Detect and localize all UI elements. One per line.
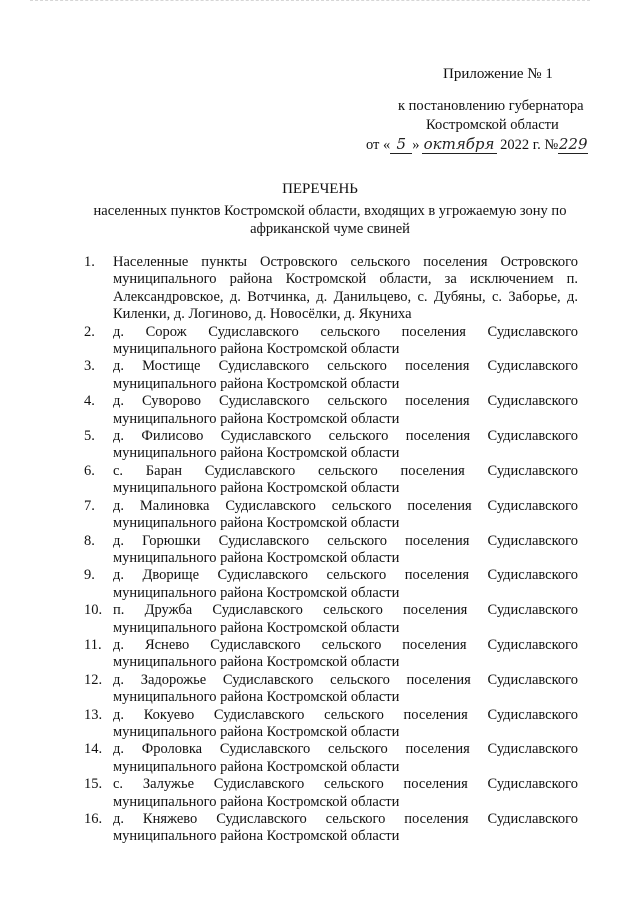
- list-item: [84, 811, 578, 846]
- date-year: 2022 г. №: [500, 137, 559, 153]
- list-item-text: п. Дружба Судиславского сельского поселения Судиславского муниципального района Костромской области: [113, 602, 578, 636]
- list-item-text: д. Задорожье Судиславского сельского поселения Судиславского муниципального района Костромской области: [113, 671, 578, 706]
- list-item: [84, 498, 578, 533]
- list-item-text: с. Баран Судиславского сельского поселения Судиславского муниципального района Костромской области: [113, 462, 578, 497]
- list-item-number: 5.: [84, 428, 95, 445]
- list-item: [84, 741, 578, 776]
- list-item: [84, 393, 578, 428]
- list-item-number: 11.: [84, 636, 102, 653]
- list-item-text: Населенные пункты Островского сельского поселения Островского муниципального района Костромской области, за исключением п. Александровское, д. Вотчинка, д. Данильцево, с. Дубяны, с. Заборье, д. Киленки, д. Логиново, д. Новосёлки, д. Якуниха: [113, 254, 578, 323]
- list-item-number: 7.: [84, 497, 95, 514]
- list-item-text: д. Филисово Судиславского сельского поселения Судиславского муниципального района Костромской области: [113, 428, 578, 462]
- document-subtitle: населенных пунктов Костромской области, входящих в угрожаемую зону по африканской чуме свиней: [93, 203, 567, 237]
- list-item: [84, 672, 578, 707]
- list-item-text: д. Малиновка Судиславского сельского поселения Судиславского муниципального района Костромской области: [113, 497, 578, 532]
- list-item: [84, 463, 578, 498]
- list-item-number: 3.: [84, 358, 95, 375]
- decree-reference: к постановлению губернатора: [398, 98, 584, 114]
- date-month-handwritten: октября: [422, 135, 497, 154]
- list-item-number: 8.: [84, 532, 95, 549]
- decree-number-handwritten: 229: [558, 135, 588, 153]
- list-item: [84, 324, 578, 359]
- list-item: [84, 358, 578, 393]
- list-item-number: 15.: [84, 776, 103, 793]
- list-item-text: д. Яснево Судиславского сельского поселения Судиславского муниципального района Костромской области: [113, 636, 578, 671]
- list-item: [84, 533, 578, 568]
- list-item-text: д. Фроловка Судиславского сельского поселения Судиславского муниципального района Костромской области: [113, 741, 578, 775]
- list-item-text: д. Дворище Судиславского сельского поселения Судиславского муниципального района Костромской области: [113, 567, 578, 601]
- list-item: [84, 776, 578, 811]
- list-item: [84, 254, 578, 324]
- list-item-text: д. Княжево Судиславского сельского поселения Судиславского муниципального района Костромской области: [113, 811, 578, 845]
- date-mid: »: [412, 137, 420, 153]
- date-day-handwritten: 5: [390, 135, 412, 154]
- list-item: [84, 567, 578, 602]
- list-item-text: д. Кокуево Судиславского сельского поселения Судиславского муниципального района Костромской области: [113, 706, 578, 740]
- scan-edge-line: [30, 0, 590, 3]
- list-item: [84, 637, 578, 672]
- list-item-number: 6.: [84, 462, 95, 479]
- decree-date-line: [366, 135, 588, 154]
- date-prefix: от «: [366, 137, 391, 153]
- list-item: [84, 428, 578, 463]
- list-item-number: 12.: [84, 671, 103, 688]
- list-item-text: с. Залужье Судиславского сельского поселения Судиславского муниципального района Костромской области: [113, 776, 578, 810]
- list-item-number: 9.: [84, 567, 95, 584]
- list-item-number: 13.: [84, 706, 103, 723]
- region-name: Костромской области: [426, 117, 559, 133]
- list-item-text: д. Горюшки Судиславского сельского поселения Судиславского муниципального района Костромской области: [113, 532, 578, 566]
- settlement-list: [84, 254, 578, 846]
- list-item-text: д. Суворово Судиславского сельского поселения Судиславского муниципального района Костромской области: [113, 393, 578, 427]
- list-item-number: 1.: [84, 254, 95, 270]
- document-title: ПЕРЕЧЕНЬ: [282, 181, 358, 197]
- list-item-text: д. Сорож Судиславского сельского поселения Судиславского муниципального района Костромской области: [113, 323, 578, 358]
- list-item-text: д. Мостище Судиславского сельского поселения Судиславского муниципального района Костромской области: [113, 358, 578, 392]
- list-item-number: 16.: [84, 811, 103, 827]
- list-item: [84, 707, 578, 742]
- appendix-label: Приложение № 1: [443, 66, 553, 82]
- list-item: [84, 602, 578, 637]
- list-item-number: 14.: [84, 741, 103, 758]
- list-item-number: 10.: [84, 602, 103, 619]
- list-item-number: 2.: [84, 323, 95, 340]
- list-item-number: 4.: [84, 393, 95, 410]
